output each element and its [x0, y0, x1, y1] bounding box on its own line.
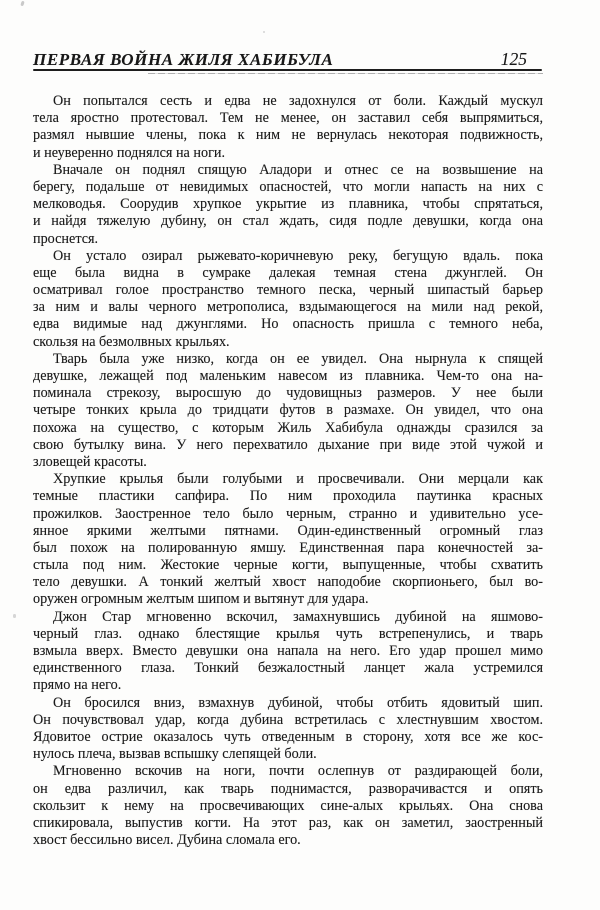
text-line: спикировала, выпустив когти. На этот раз, как он заметил, заостренный — [33, 814, 543, 831]
scan-speck — [263, 31, 265, 33]
text-line: похожа на существо, с которым Жиль Хабибула однажды сразился за — [33, 419, 543, 436]
text-line: Он почувствовал удар, когда дубина встретилась с хлестнувшим хвостом. — [33, 711, 543, 728]
text-line: прямо на него. — [33, 677, 122, 694]
text-line: Он попытался сесть и едва не задохнулся от боли. Каждый мускул — [53, 93, 543, 109]
text-line: единственного глаза. Тонкий безжалостный ланцет жала устремился — [33, 660, 543, 677]
text-line: четыре тонких крыла до тридцати футов в размахе. Он увидел, что она — [33, 402, 543, 419]
text-line: взмыла вверх. Вместо девушки она напала на него. Его удар прошел мимо — [33, 643, 543, 659]
text-line: Он устало озирал рыжевато-коричневую реку, бегущую вдаль. пока — [53, 247, 543, 264]
text-line: Он бросился вниз, взмахнув дубиной, чтобы отбить ядовитый шип. — [53, 694, 543, 711]
scan-speck — [13, 614, 16, 618]
text-line: и неуверенно поднялся на ноги. — [33, 144, 226, 161]
text-line: черный глаз. однако блестящие крылья чуть встрепенулись, и тварь — [33, 625, 543, 642]
text-line: девушке, лежащей под маленьким навесом из плавника. Чем-то она на- — [33, 368, 543, 384]
text-line: размял нывшие члены, пока к ним не вернулась некоторая подвижность, — [33, 127, 543, 144]
text-line: осматривал голое пространство темного песка, черный шипастый барьер — [33, 282, 543, 299]
text-line: он едва различил, как тварь поднимастся, разворачивастся и опять — [33, 780, 543, 797]
page-header — [33, 49, 542, 70]
text-line: Тварь была уже низко, когда он ее увидел. Она нырнула к спящей — [53, 350, 543, 367]
text-line: Вначале он поднял спящую Аладори и отнес се на возвышение на — [53, 161, 543, 178]
running-title: ПЕРВАЯ ВОЙНА ЖИЛЯ ХАБИБУЛА — [33, 50, 334, 69]
scan-speck — [20, 1, 24, 7]
text-line: и найдя тяжелую дубину, он стал ждать, сидя подле девушки, когда она — [33, 213, 543, 230]
text-line: Ядовитое острие оказалось чуть отведенным в сторону, хотя все же кос- — [33, 728, 543, 745]
text-line: свою бутылку вина. У него перехватило дыхание при виде этой чужой и — [33, 436, 543, 453]
text-line: еще была видна в сумраке далекая темная стена джунглей. Он — [33, 264, 543, 281]
text-line: за ним и валы черного метрополиса, вздымающегося на мили над рекой, — [33, 299, 543, 316]
text-line: Мгновенно вскочив на ноги, почти ослепнув от раздирающей боли, — [53, 763, 543, 780]
text-line: янное яркими желтыми пятнами. Один-единственный огромный глаз — [33, 522, 543, 539]
text-line: поминала стрекозу, выросшую до чудовищныз размеров. У нее были — [33, 385, 543, 402]
text-line: темные пластики сапфира. По ним проходила паутинка красных — [33, 488, 543, 505]
text-line: зловещей красоты. — [33, 453, 147, 470]
header-rule — [33, 69, 542, 71]
text-line: нулось плеча, вызвав вспышку слепящей боли. — [33, 746, 317, 763]
text-line: скользя на безмолвных крыльях. — [33, 333, 230, 350]
text-line: Хрупкие крылья были голубыми и просвечивали. Они мерцали как — [53, 471, 543, 488]
header-rule-shadow — [148, 73, 543, 74]
text-line: оружен огромным желтым шипом и вытянут для удара. — [33, 591, 369, 608]
text-line: хвост бессильно висел. Дубина сломала его. — [33, 832, 301, 849]
text-line: тела яростно протестовал. Тем не менее, он заставил себя выпрямиться, — [33, 110, 543, 127]
text-line: проснется. — [33, 230, 99, 247]
text-line: мелководья. Соорудив хрупкое укрытие из плавника, чтобы спрятаться, — [33, 196, 543, 213]
text-line: едва видимые над джунглями. Но опасность пришла с темного неба, — [33, 316, 543, 333]
page-number: 125 — [500, 49, 527, 69]
text-line: тело девушки. А тонкий желтый хвост наподобие скорпионьего, был во- — [33, 574, 543, 591]
text-line: берегу, подальше от невидимых опасностей, что могли напасть на них с — [33, 178, 543, 195]
text-line: Джон Стар мгновенно вскочил, замахнувшись дубиной на яшмово- — [53, 608, 543, 625]
text-line: был похож на полированную ямшу. Единственная пара конечностей за- — [33, 539, 543, 556]
text-line: скользит к нему на просвечивающих сине-алых крыльях. Она снова — [33, 797, 543, 814]
body-text — [33, 93, 543, 849]
text-line: стыла под ним. Жестокие черные когти, выпущенные, чтобы схватить — [33, 557, 543, 574]
text-line: прожилков. Заостренное тело было черным, странно и удивительно усе- — [33, 505, 543, 522]
